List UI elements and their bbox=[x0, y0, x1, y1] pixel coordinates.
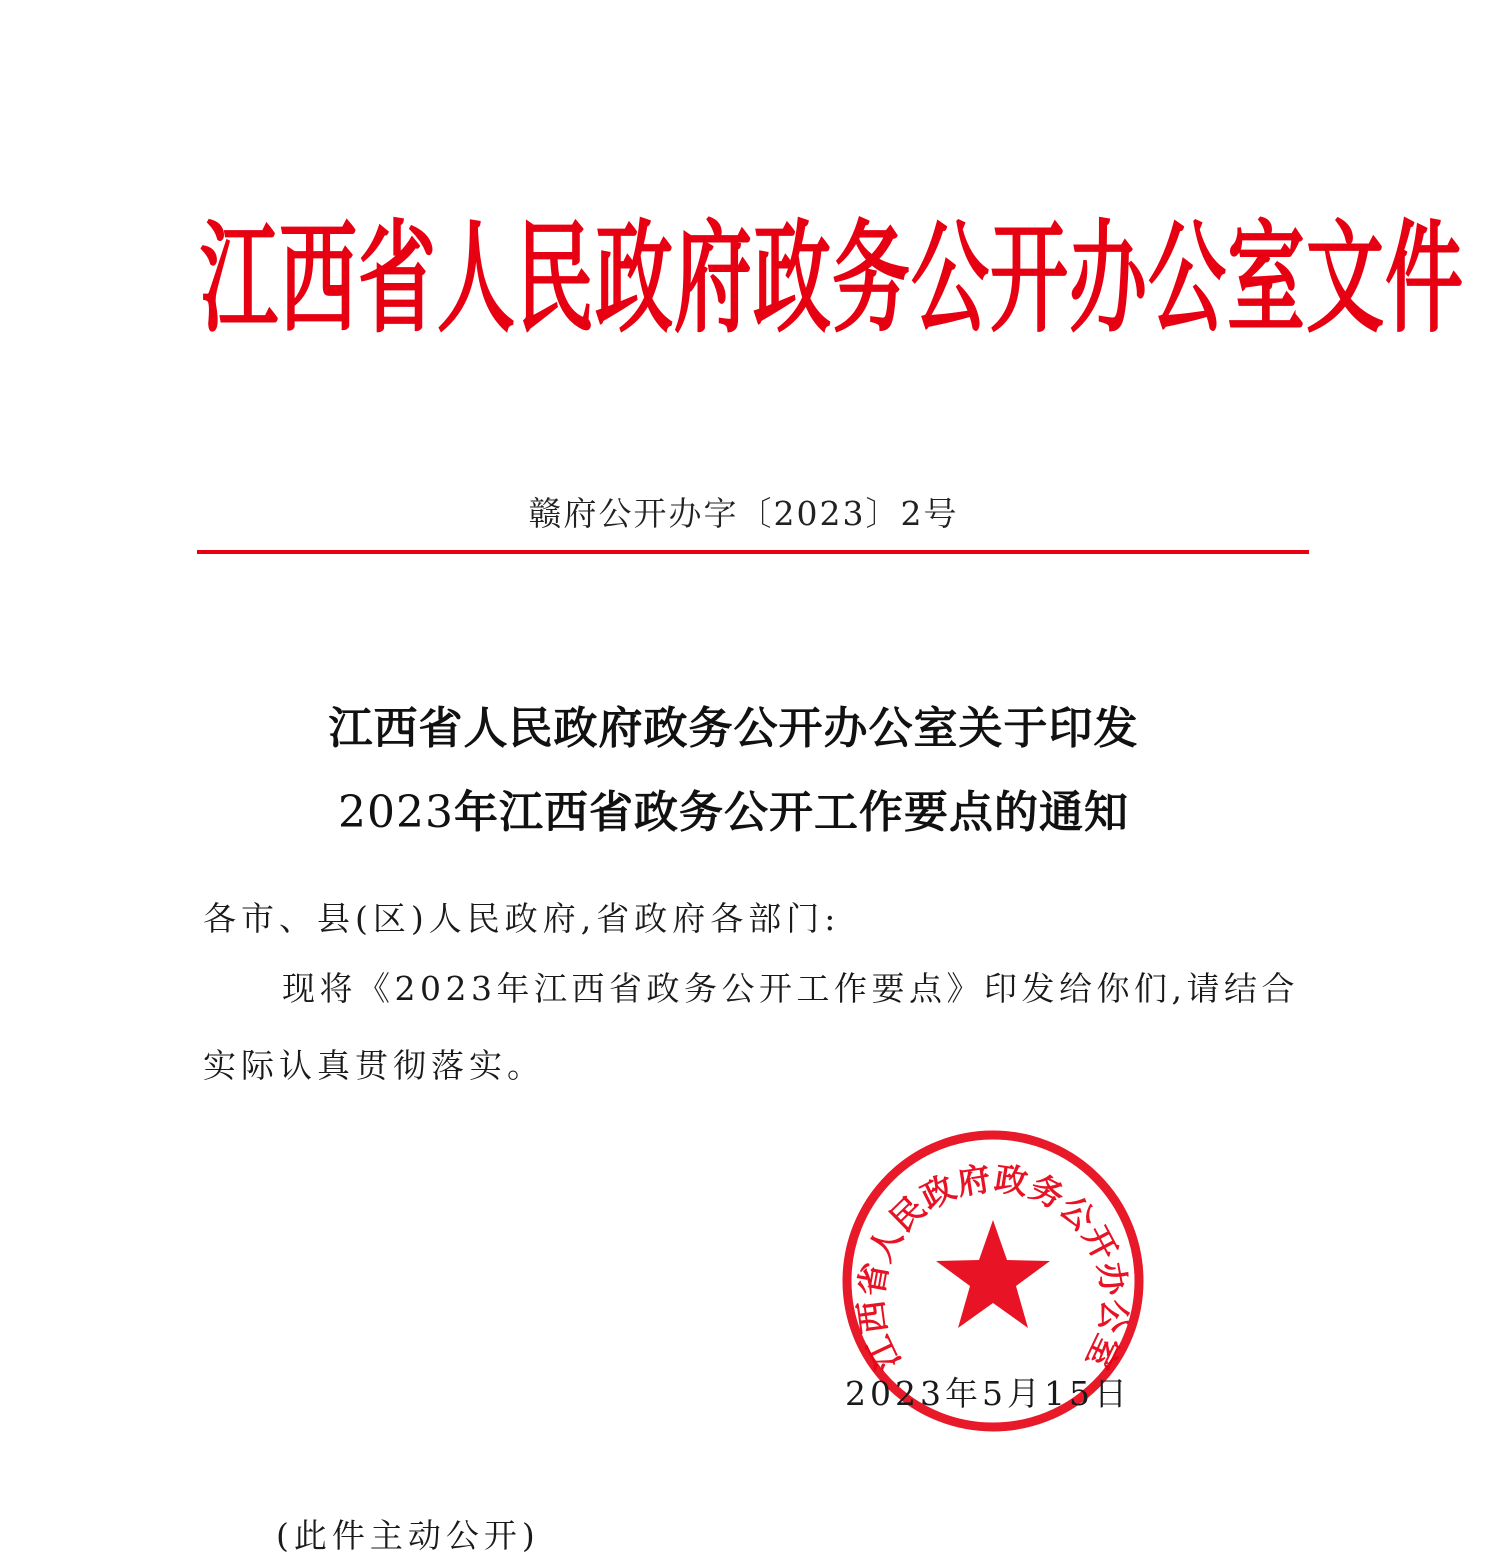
document-title-rest: 年江西省政务公开工作要点的通知 bbox=[453, 787, 1129, 838]
body-paragraph-line-2: 实际认真贯彻落实。 bbox=[203, 1046, 545, 1085]
masthead-title: 江西省人民政府政务公开办公室文件 bbox=[200, 210, 1465, 350]
publicity-note: (此件主动公开) bbox=[276, 1516, 540, 1555]
document-number: 赣府公开办字〔2023〕2号 bbox=[528, 494, 959, 533]
salutation: 各市、县(区)人民政府,省政府各部门: bbox=[203, 899, 841, 938]
document-title-line-2 bbox=[0, 776, 1477, 840]
issue-date: 2023年5月15日 bbox=[845, 1374, 1131, 1413]
seal-text: 江西省人民政府政务公开办公室 bbox=[850, 1158, 1136, 1377]
red-divider bbox=[197, 550, 1309, 554]
document-title-line-1: 江西省人民政府政务公开办公室关于印发 bbox=[328, 703, 1139, 754]
document-title-year: 2023 bbox=[338, 787, 454, 838]
body-paragraph-line-1: 现将《2023年江西省政务公开工作要点》印发给你们,请结合 bbox=[282, 969, 1299, 1008]
star-icon bbox=[936, 1220, 1050, 1328]
